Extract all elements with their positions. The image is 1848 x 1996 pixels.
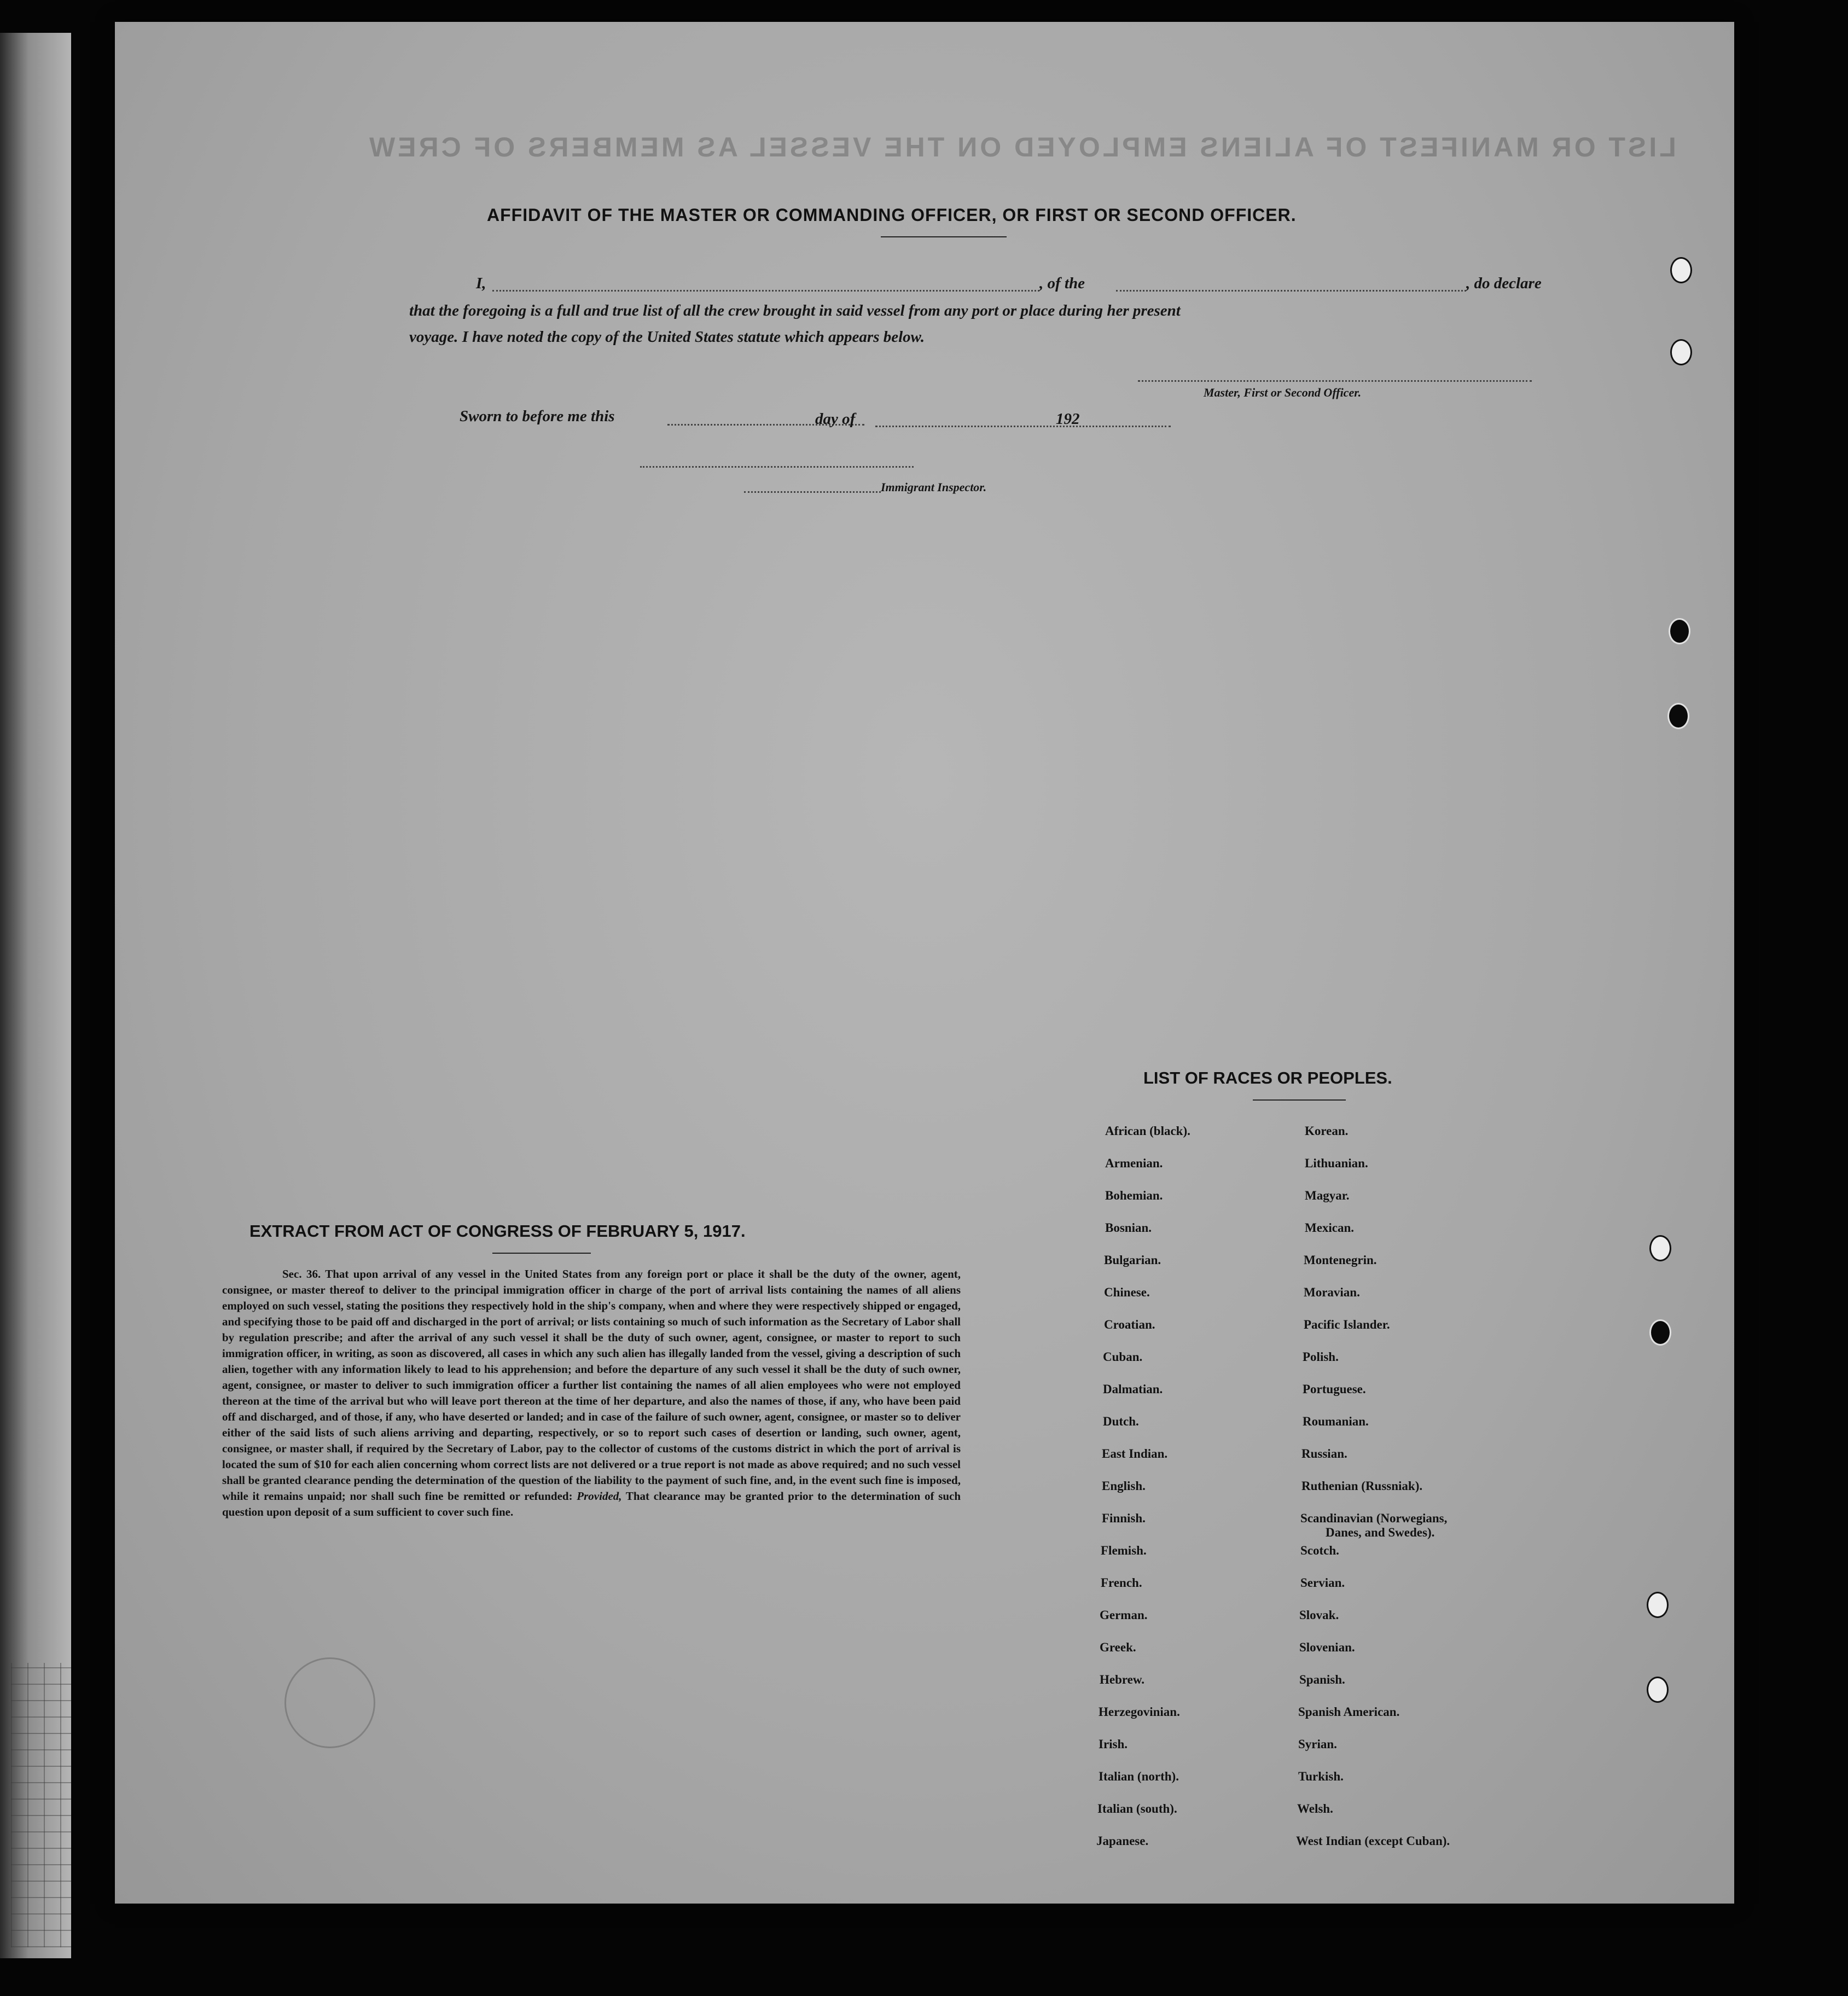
- of-the-label: , of the: [1039, 275, 1085, 292]
- race-item: German.: [1100, 1608, 1148, 1622]
- race-item: Lithuanian.: [1305, 1156, 1368, 1170]
- inspector-short-line: [744, 491, 881, 493]
- race-item: Italian (south).: [1097, 1802, 1177, 1815]
- race-item: Portuguese.: [1303, 1382, 1366, 1396]
- inspector-caption: Immigrant Inspector.: [881, 480, 987, 494]
- race-item: Servian.: [1300, 1576, 1345, 1590]
- race-item: Spanish American.: [1298, 1705, 1400, 1719]
- race-item: Ruthenian (Russniak).: [1301, 1479, 1423, 1493]
- race-item: Mexican.: [1305, 1221, 1355, 1235]
- race-item: Welsh.: [1297, 1802, 1333, 1815]
- race-item: Greek.: [1100, 1640, 1136, 1654]
- faint-stamp: [284, 1657, 375, 1748]
- race-item: Dutch.: [1103, 1415, 1139, 1428]
- affidavit-line-3: voyage. I have noted the copy of the United States statute which appears below.: [409, 328, 925, 346]
- manifest-page: [115, 22, 1734, 1904]
- binder-hole-icon: [1669, 618, 1690, 644]
- race-item: Magyar.: [1305, 1189, 1350, 1202]
- race-item: French.: [1101, 1576, 1142, 1590]
- race-item: Dalmatian.: [1103, 1382, 1163, 1396]
- race-item: East Indian.: [1102, 1447, 1168, 1460]
- race-item: Finnish.: [1102, 1511, 1146, 1525]
- race-item: Japanese.: [1096, 1834, 1149, 1848]
- race-item: Irish.: [1099, 1737, 1128, 1751]
- race-item-continuation: Danes, and Swedes).: [1326, 1526, 1435, 1539]
- races-title: LIST OF RACES OR PEOPLES.: [1143, 1068, 1392, 1087]
- sworn-month-line[interactable]: [875, 426, 1171, 427]
- race-item: Chinese.: [1104, 1285, 1150, 1299]
- race-item: Scotch.: [1300, 1544, 1339, 1557]
- year-prefix: 192: [1056, 410, 1080, 428]
- race-item: Spanish.: [1299, 1673, 1345, 1686]
- race-item: Korean.: [1305, 1124, 1349, 1138]
- race-item: Syrian.: [1298, 1737, 1337, 1751]
- back-sheet: [0, 33, 71, 1958]
- race-item: Pacific Islander.: [1304, 1318, 1390, 1331]
- title-rule: [881, 236, 1007, 237]
- race-item: English.: [1102, 1479, 1146, 1493]
- race-item: Polish.: [1303, 1350, 1339, 1364]
- signature-line[interactable]: [1138, 380, 1532, 382]
- race-item: Turkish.: [1298, 1770, 1344, 1783]
- vessel-name-line[interactable]: [1116, 290, 1466, 292]
- binder-hole-icon: [1649, 1319, 1671, 1346]
- race-item: Slovenian.: [1299, 1640, 1355, 1654]
- binder-hole-icon: [1649, 1235, 1671, 1261]
- race-item: African (black).: [1105, 1124, 1190, 1138]
- affidavit-i-label: I,: [476, 275, 486, 292]
- race-item: Bulgarian.: [1104, 1253, 1161, 1267]
- race-item: Italian (north).: [1099, 1770, 1179, 1783]
- race-item: Herzegovinian.: [1099, 1705, 1180, 1719]
- affidavit-title: AFFIDAVIT OF THE MASTER OR COMMANDING OFFICER, OR FIRST OR SECOND OFFICER.: [487, 205, 1297, 225]
- extract-text-part-2: That clearance may be granted prior to the determination of such question upon deposit of a sum sufficient to cover such fine.: [222, 1489, 961, 1518]
- race-item: Croatian.: [1104, 1318, 1155, 1331]
- race-item: Bosnian.: [1105, 1221, 1152, 1235]
- race-item: Moravian.: [1304, 1285, 1360, 1299]
- race-item: Slovak.: [1299, 1608, 1339, 1622]
- race-item: Bohemian.: [1105, 1189, 1163, 1202]
- extract-text-part-1: Sec. 36. That upon arrival of any vessel in the United States from any foreign port or place it shall be the duty of the owner, agent, consignee, or master thereof to deliver to the principal immigration officer in charge of the port of arrival lists containing the names of all aliens employed on such vessel, stating the positions they respectively hold in the ship's company, when and where they were respectively shipped or engaged, and specifying those to be paid off and discharged in the port of arrival; or lists containing so much of such information as the Secretary of Labor shall by regulation prescribe; and after the arrival of any such vessel it shall be the duty of such owner, agent, consignee, or master to report to such immigration officer, in writing, as soon as discovered, all cases in which any such alien has illegally landed from the vessel, giving a description of such alien, together with any information likely to lead to his apprehension; and before the departure of any such vessel it shall be the duty of such owner, agent, consignee, or master to deliver to such immigration officer a further list containing the names of all alien employees who were not employed thereon at the time of the arrival but who will leave port thereon at the time of her departure, and also the names of those, if any, who have been paid off and discharged, and of those, if any, who have deserted or landed; and in case of the failure of such owner, agent, consignee, or master so to deliver either of the said lists of such aliens arriving and departing, respectively, or so to report such cases of desertion or landing, such owner, agent, consignee, or master shall, if required by the Secretary of Labor, pay to the collector of customs of the customs district in which the port of arrival is located the sum of $10 for each alien concerning whom correct lists are not delivered or a true report is not made as above required; and no such vessel shall be granted clearance pending the determination of the question of the liability to the payment of such fine, and, in the event such fine is imposed, while it remains unpaid; nor shall such fine be remitted or refunded:: [222, 1267, 961, 1503]
- binder-hole-icon: [1647, 1677, 1669, 1703]
- race-item: Cuban.: [1103, 1350, 1143, 1364]
- provided-keyword: Provided,: [577, 1489, 622, 1503]
- extract-body: [222, 1266, 961, 1520]
- binder-hole-icon: [1667, 703, 1689, 729]
- inspector-signature-line[interactable]: [640, 466, 914, 468]
- binder-hole-icon: [1670, 257, 1692, 283]
- show-through-title: LIST OR MANIFEST OF ALIENS EMPLOYED ON THE VESSEL AS MEMBERS OF CREW: [367, 132, 1676, 162]
- race-item: Flemish.: [1101, 1544, 1147, 1557]
- master-name-line[interactable]: [492, 290, 1039, 292]
- extract-title: EXTRACT FROM ACT OF CONGRESS OF FEBRUARY 5, 1917.: [249, 1221, 746, 1241]
- binder-hole-icon: [1647, 1592, 1669, 1618]
- race-item: Hebrew.: [1100, 1673, 1144, 1686]
- race-item: Roumanian.: [1303, 1415, 1369, 1428]
- signer-caption: Master, First or Second Officer.: [1204, 386, 1362, 399]
- race-item: Armenian.: [1105, 1156, 1163, 1170]
- extract-rule: [492, 1253, 591, 1254]
- race-item: Montenegrin.: [1304, 1253, 1377, 1267]
- race-item: Scandinavian (Norwegians,: [1300, 1511, 1448, 1525]
- day-of-label: day of: [815, 410, 856, 428]
- race-item: Russian.: [1301, 1447, 1347, 1460]
- binder-hole-icon: [1670, 339, 1692, 365]
- race-item: West Indian (except Cuban).: [1296, 1834, 1450, 1848]
- sworn-label: Sworn to before me this: [460, 408, 615, 425]
- affidavit-line-2: that the foregoing is a full and true list of all the crew brought in said vessel from any port or place during her present: [409, 302, 1181, 319]
- do-declare-label: , do declare: [1466, 275, 1542, 292]
- races-rule: [1253, 1099, 1346, 1101]
